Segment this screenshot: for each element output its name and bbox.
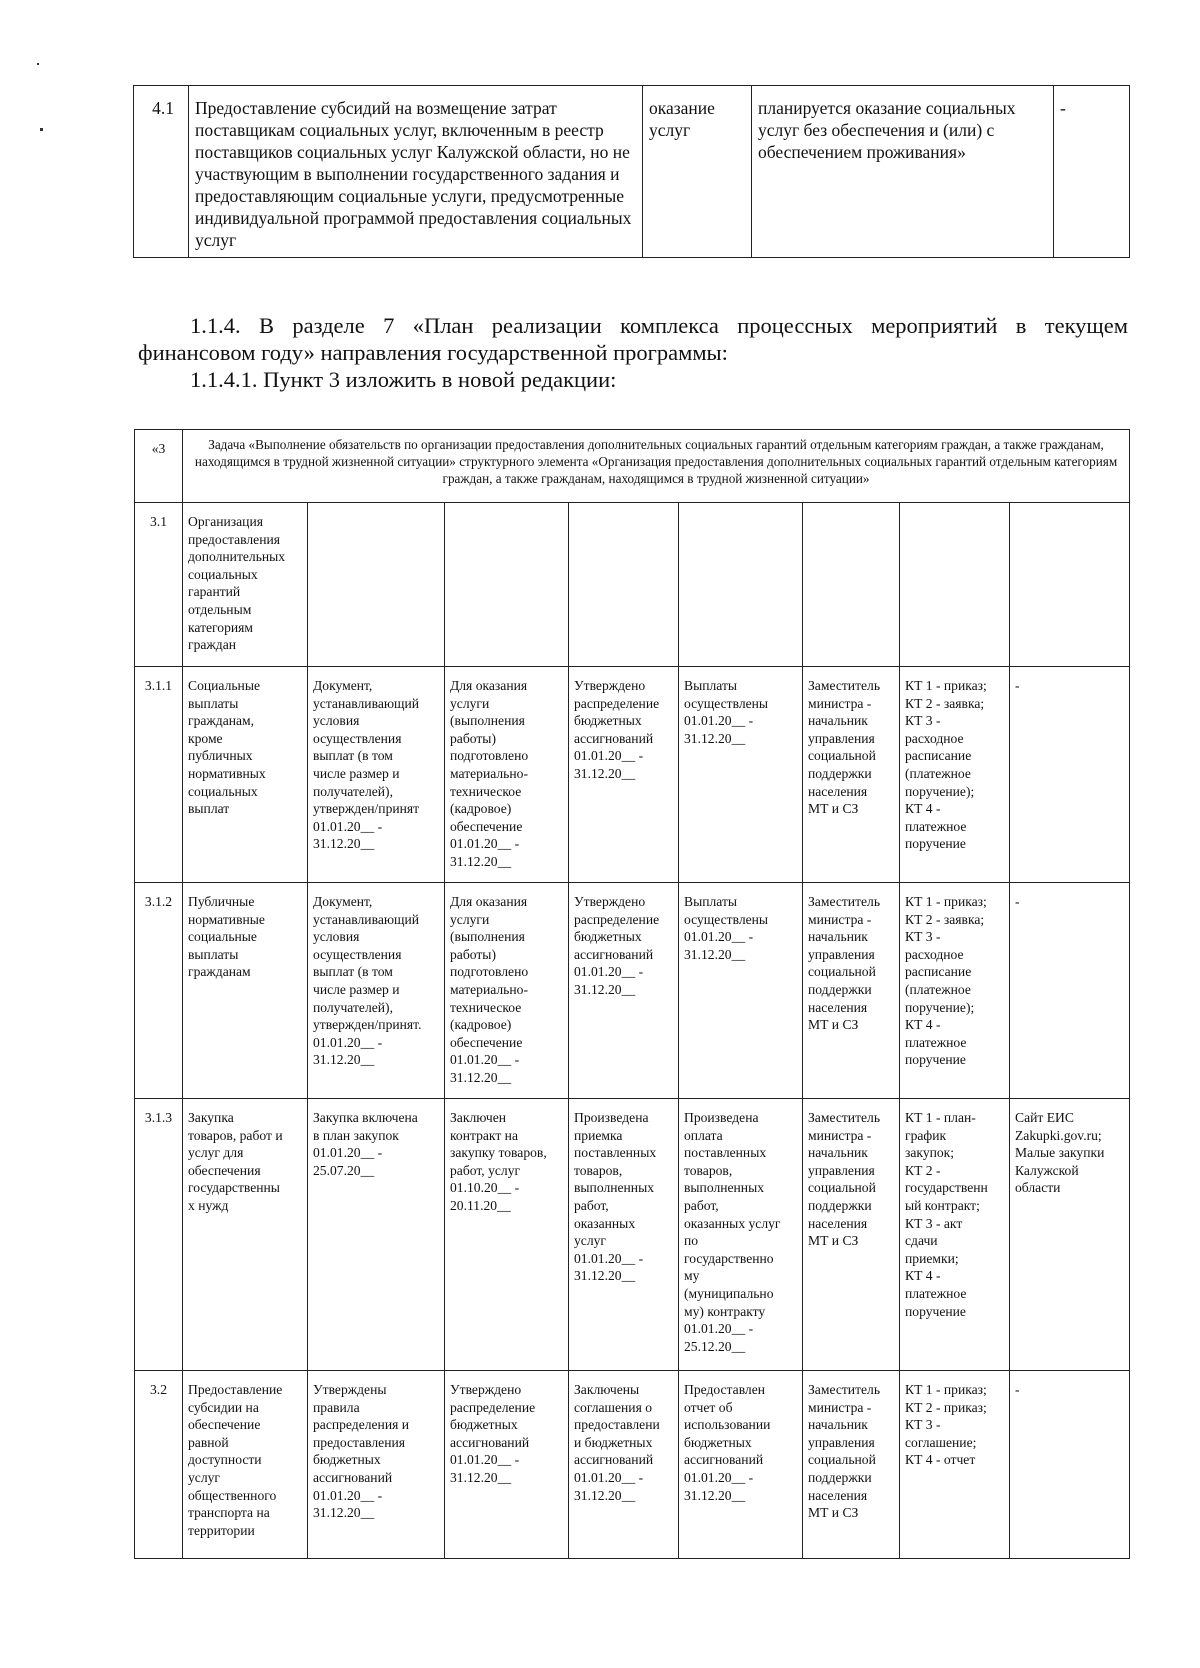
- type-cell: оказание услуг: [643, 86, 752, 258]
- table-row: [134, 86, 1130, 258]
- cell-info-system: [1010, 503, 1130, 667]
- cell-name: Предоставление субсидии на обеспечение равной доступности услуг общественного транспорта на территории: [183, 1371, 308, 1559]
- cell-control-points: КТ 1 - приказ; КТ 2 - заявка; КТ 3 - расходное расписание (платежное поручение); КТ 4 - платежное поручение: [900, 667, 1010, 883]
- cell-name: Социальные выплаты гражданам, кроме публичных нормативных социальных выплат: [183, 667, 308, 883]
- table-row: [135, 1371, 1130, 1559]
- table-row: [135, 667, 1130, 883]
- cell-name: Публичные нормативные социальные выплаты гражданам: [183, 883, 308, 1099]
- cell-responsible: Заместитель министра - начальник управления социальной поддержки населения МТ и СЗ: [803, 667, 900, 883]
- cell-result: Утверждены правила распределения и предоставления бюджетных ассигнований 01.01.20__ - 31.12.20__: [308, 1371, 445, 1559]
- cell-stage-3: Произведена оплата поставленных товаров, выполненных работ, оказанных услуг по государственно му (муниципально му) контракту 01.01.20__ - 25.12.20__: [679, 1099, 803, 1371]
- table-row: [135, 503, 1130, 667]
- row-number: 3.2: [135, 1371, 183, 1559]
- cell-stage-1: [445, 503, 569, 667]
- cell-name: Закупка товаров, работ и услуг для обеспечения государственны х нужд: [183, 1099, 308, 1371]
- cell-responsible: Заместитель министра - начальник управления социальной поддержки населения МТ и СЗ: [803, 1371, 900, 1559]
- cell-stage-3: Выплаты осуществлены 01.01.20__ - 31.12.20__: [679, 883, 803, 1099]
- cell-stage-2: Утверждено распределение бюджетных ассигнований 01.01.20__ - 31.12.20__: [569, 667, 679, 883]
- cell-result: [308, 503, 445, 667]
- cell-control-points: [900, 503, 1010, 667]
- description-cell: планируется оказание социальных услуг без обеспечения и (или) с обеспечением проживания»: [752, 86, 1054, 258]
- row-number: «3: [135, 430, 183, 503]
- cell-stage-3: Выплаты осуществлены 01.01.20__ - 31.12.20__: [679, 667, 803, 883]
- task-cell: Задача «Выполнение обязательств по организации предоставления дополнительных социальных гарантий отдельным категориям граждан, а также гражданам, находящимся в трудной жизненной ситуации» структурного элемента «Организация предоставления дополнительных социальных гарантий отдельным категориям граждан, а также гражданам, находящимся в трудной жизненной ситуации»: [183, 430, 1130, 503]
- cell-stage-1: Для оказания услуги (выполнения работы) подготовлено материально- техническое (кадровое) обеспечение 01.01.20__ - 31.12.20__: [445, 883, 569, 1099]
- row-number: 3.1.2: [135, 883, 183, 1099]
- cell-control-points: КТ 1 - план- график закупок; КТ 2 - государственн ый контракт; КТ 3 - акт сдачи приемки; КТ 4 - платежное поручение: [900, 1099, 1010, 1371]
- cell-responsible: Заместитель министра - начальник управления социальной поддержки населения МТ и СЗ: [803, 883, 900, 1099]
- table-row: [135, 883, 1130, 1099]
- cell-stage-1: Для оказания услуги (выполнения работы) подготовлено материально- техническое (кадровое) обеспечение 01.01.20__ - 31.12.20__: [445, 667, 569, 883]
- cell-responsible: [803, 503, 900, 667]
- paragraph-1-1-4-continuation: финансовом году» направления государственной программы:: [138, 340, 728, 365]
- row-number: 4.1: [134, 86, 189, 258]
- paragraph-1-1-4-1: 1.1.4.1. Пункт 3 изложить в новой редакции:: [190, 367, 617, 392]
- cell-stage-2: Заключены соглашения о предоставлени и бюджетных ассигнований 01.01.20__ - 31.12.20__: [569, 1371, 679, 1559]
- cell-stage-2: Утверждено распределение бюджетных ассигнований 01.01.20__ - 31.12.20__: [569, 883, 679, 1099]
- cell-stage-2: Произведена приемка поставленных товаров, выполненных работ, оказанных услуг 01.01.20__ - 31.12.20__: [569, 1099, 679, 1371]
- cell-result: Документ, устанавливающий условия осуществления выплат (в том числе размер и получателей), утвержден/принят 01.01.20__ - 31.12.20__: [308, 667, 445, 883]
- cell-result: Закупка включена в план закупок 01.01.20__ - 25.07.20__: [308, 1099, 445, 1371]
- cell-name: Организация предоставления дополнительных социальных гарантий отдельным категориям граждан: [183, 503, 308, 667]
- table-row: [135, 430, 1130, 503]
- cell-stage-3: [679, 503, 803, 667]
- row-number: 3.1: [135, 503, 183, 667]
- table-row: [135, 1099, 1130, 1371]
- cell-stage-3: Предоставлен отчет об использовании бюджетных ассигнований 01.01.20__ - 31.12.20__: [679, 1371, 803, 1559]
- cell-stage-1: Заключен контракт на закупку товаров, работ, услуг 01.10.20__ - 20.11.20__: [445, 1099, 569, 1371]
- cell-info-system: -: [1010, 1371, 1130, 1559]
- cell-result: Документ, устанавливающий условия осуществления выплат (в том числе размер и получателей), утвержден/принят. 01.01.20__ - 31.12.20__: [308, 883, 445, 1099]
- cell-control-points: КТ 1 - приказ; КТ 2 - приказ; КТ 3 - соглашение; КТ 4 - отчет: [900, 1371, 1010, 1559]
- dash-cell: -: [1054, 86, 1130, 258]
- cell-responsible: Заместитель министра - начальник управления социальной поддержки населения МТ и СЗ: [803, 1099, 900, 1371]
- cell-info-system: -: [1010, 667, 1130, 883]
- measure-name-cell: Предоставление субсидий на возмещение затрат поставщикам социальных услуг, включенным в реестр поставщиков социальных услуг Калужской области, но не участвующим в выполнении государственного задания и предоставляющим социальные услуги, предусмотренные индивидуальной программой предоставления социальных услуг: [189, 86, 643, 258]
- cell-info-system: Сайт ЕИС Zakupki.gov.ru; Малые закупки Калужской области: [1010, 1099, 1130, 1371]
- cell-info-system: -: [1010, 883, 1130, 1099]
- row-number: 3.1.3: [135, 1099, 183, 1371]
- top-table: [133, 85, 1130, 258]
- cell-stage-2: [569, 503, 679, 667]
- scan-speck: [37, 63, 39, 65]
- main-table: [134, 429, 1130, 1559]
- cell-control-points: КТ 1 - приказ; КТ 2 - заявка; КТ 3 - расходное расписание (платежное поручение); КТ 4 - платежное поручение: [900, 883, 1010, 1099]
- row-number: 3.1.1: [135, 667, 183, 883]
- scan-speck: [40, 128, 43, 131]
- paragraph-1-1-4: 1.1.4. В разделе 7 «План реализации комплекса процессных мероприятий в текущем: [190, 313, 1128, 338]
- cell-stage-1: Утверждено распределение бюджетных ассигнований 01.01.20__ - 31.12.20__: [445, 1371, 569, 1559]
